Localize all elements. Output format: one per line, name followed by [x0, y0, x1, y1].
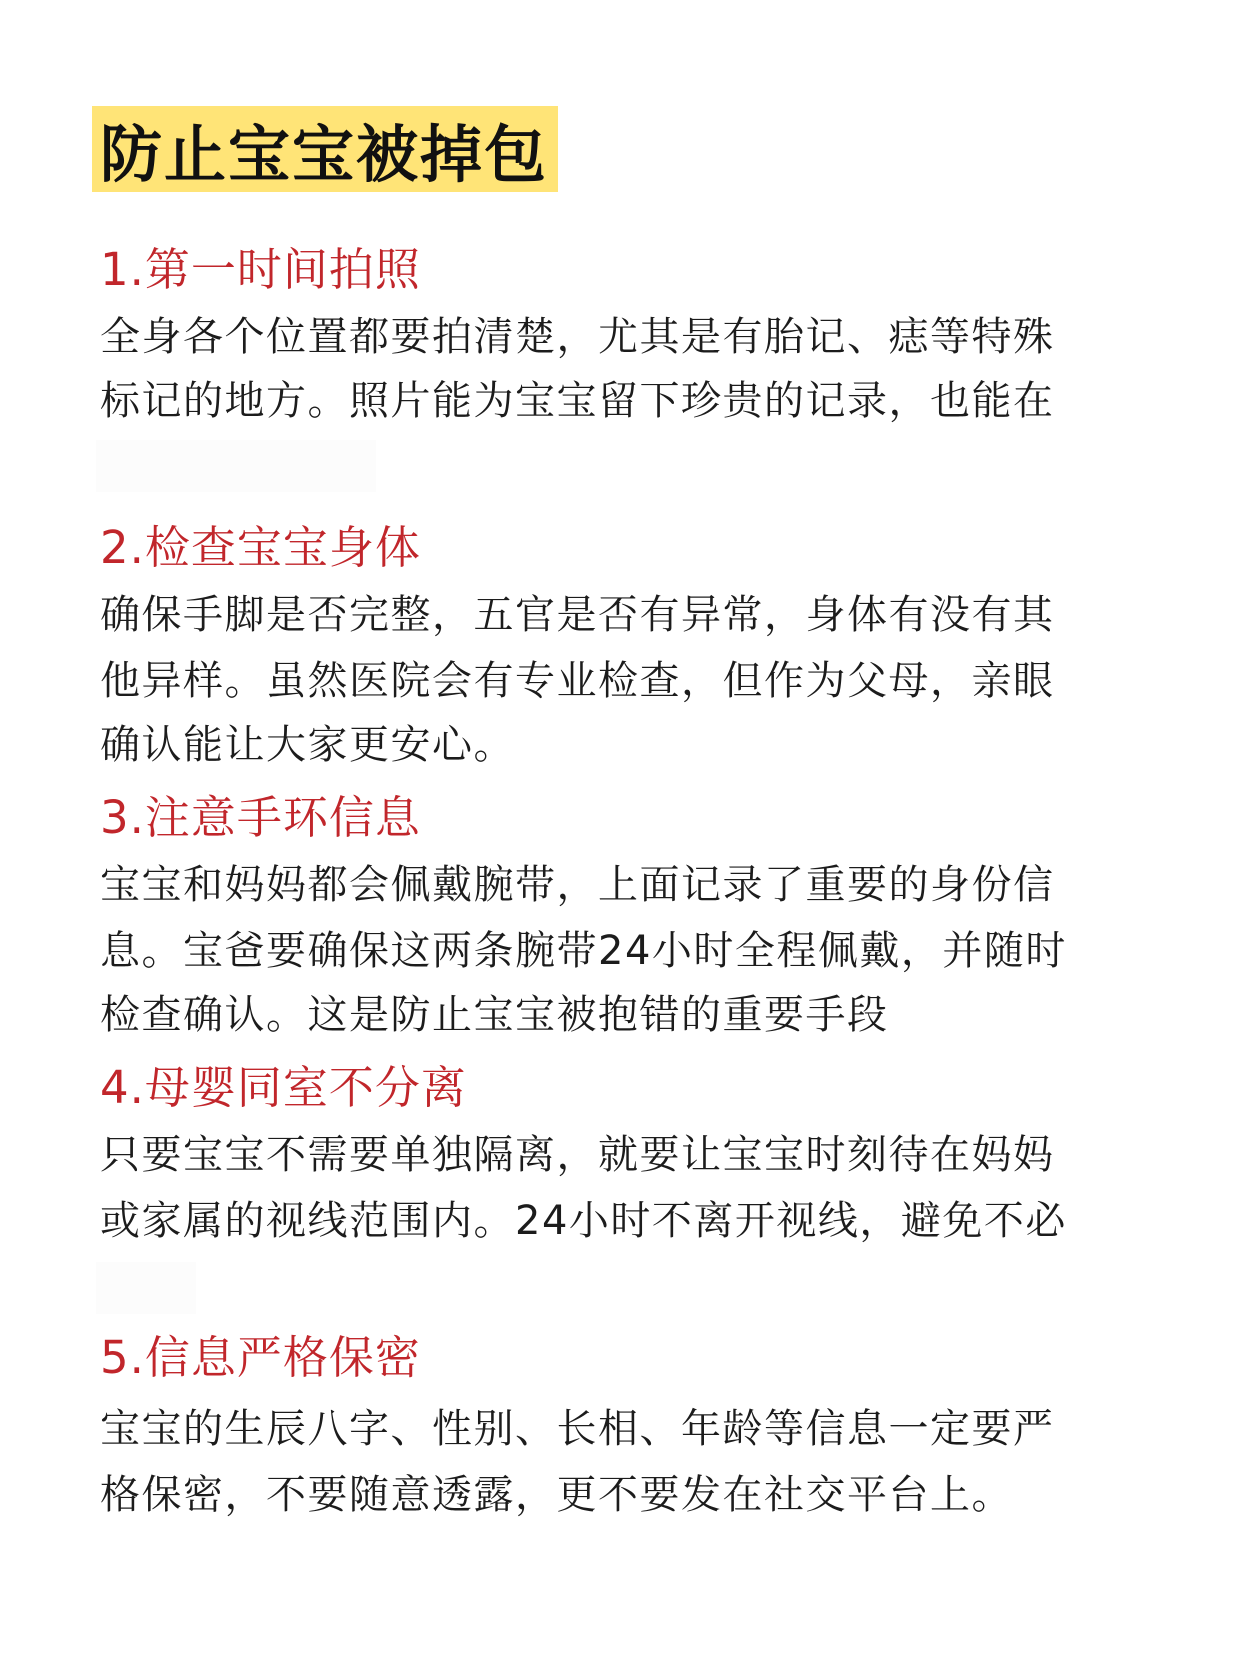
section-3-line-3: 检查确认。这是防止宝宝被抱错的重要手段	[100, 992, 889, 1038]
section-heading-5: 5.信息严格保密	[100, 1331, 421, 1384]
section-5-line-2: 格保密，不要随意透露，更不要发在社交平台上。	[100, 1472, 1013, 1518]
section-3-line-1: 宝宝和妈妈都会佩戴腕带，上面记录了重要的身份信	[100, 862, 1055, 908]
page-title: 防止宝宝被掉包	[100, 117, 549, 191]
section-1-line-1: 全身各个位置都要拍清楚，尤其是有胎记、痣等特殊	[100, 314, 1055, 360]
section-4-line-2: 或家属的视线范围内。24小时不离开视线，避免不必	[100, 1198, 1067, 1244]
section-5-line-1: 宝宝的生辰八字、性别、长相、年龄等信息一定要严	[100, 1406, 1055, 1452]
faded-area	[96, 1262, 196, 1314]
faded-area	[96, 440, 376, 492]
section-heading-4: 4.母婴同室不分离	[100, 1061, 467, 1114]
section-heading-3: 3.注意手环信息	[100, 791, 421, 844]
section-heading-2: 2.检查宝宝身体	[100, 521, 421, 574]
section-1-line-2: 标记的地方。照片能为宝宝留下珍贵的记录，也能在	[100, 378, 1055, 424]
title-highlight	[92, 106, 558, 192]
section-2-line-2: 他异样。虽然医院会有专业检查，但作为父母，亲眼	[100, 658, 1055, 704]
section-3-line-2: 息。宝爸要确保这两条腕带24小时全程佩戴，并随时	[100, 928, 1067, 974]
section-heading-1: 1.第一时间拍照	[100, 243, 421, 296]
section-2-line-3: 确认能让大家更安心。	[100, 722, 515, 768]
section-2-line-1: 确保手脚是否完整，五官是否有异常，身体有没有其	[100, 592, 1055, 638]
section-4-line-1: 只要宝宝不需要单独隔离，就要让宝宝时刻待在妈妈	[100, 1132, 1055, 1178]
